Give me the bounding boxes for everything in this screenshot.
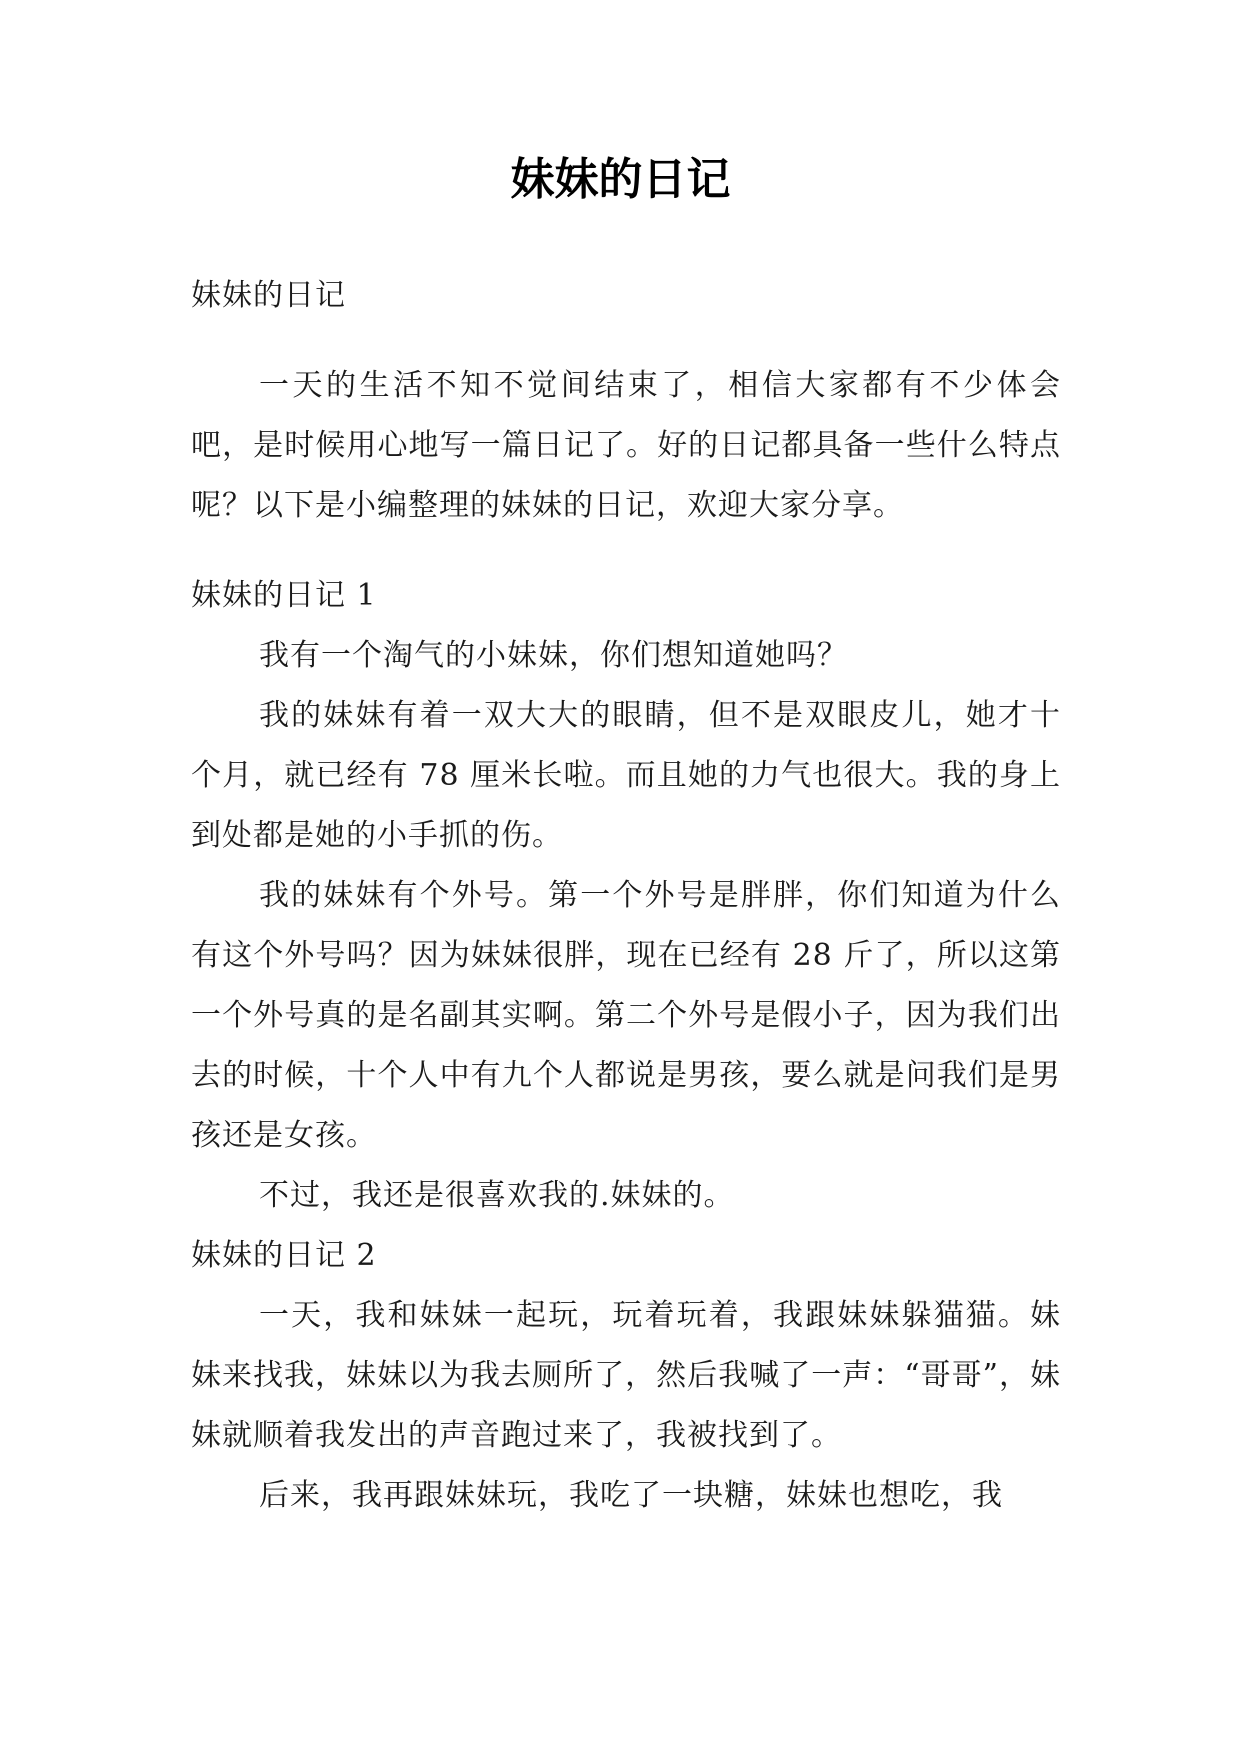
- paragraph: 一天，我和妹妹一起玩，玩着玩着，我跟妹妹躲猫猫。妹妹来找我，妹妹以为我去厕所了，然后我喊了一声：“哥哥”，妹妹就顺着我发出的声音跑过来了，我被找到了。: [191, 1298, 1061, 1453]
- document-title: 妹妹的日记: [510, 154, 731, 205]
- paragraph: 不过，我还是很喜欢我的.妹妹的。: [259, 1178, 735, 1213]
- intro-paragraph: 一天的生活不知不觉间结束了，相信大家都有不少体会吧，是时候用心地写一篇日记了。好的日记都具备一些什么特点呢？以下是小编整理的妹妹的日记，欢迎大家分享。: [191, 368, 1061, 523]
- section-heading: 妹妹的日记 1: [191, 578, 377, 613]
- section-1: [191, 566, 1061, 1526]
- intro-block: [191, 356, 1061, 536]
- paragraph: 后来，我再跟妹妹玩，我吃了一块糖，妹妹也想吃，我: [259, 1478, 1003, 1513]
- paragraph: 我的妹妹有着一双大大的眼睛，但不是双眼皮儿，她才十个月，就已经有 78 厘米长啦。而且她的力气也很大。我的身上到处都是她的小手抓的伤。: [191, 698, 1061, 853]
- paragraph: 我有一个淘气的小妹妹，你们想知道她吗？: [259, 638, 848, 673]
- paragraph: 我的妹妹有个外号。第一个外号是胖胖，你们知道为什么有这个外号吗？因为妹妹很胖，现在已经有 28 斤了，所以这第一个外号真的是名副其实啊。第二个外号是假小子，因为我们出去的时候，十个人中有九个人都说是男孩，要么就是问我们是男孩还是女孩。: [191, 878, 1061, 1153]
- document-subtitle: 妹妹的日记: [191, 278, 346, 313]
- section-heading: 妹妹的日记 2: [191, 1238, 377, 1273]
